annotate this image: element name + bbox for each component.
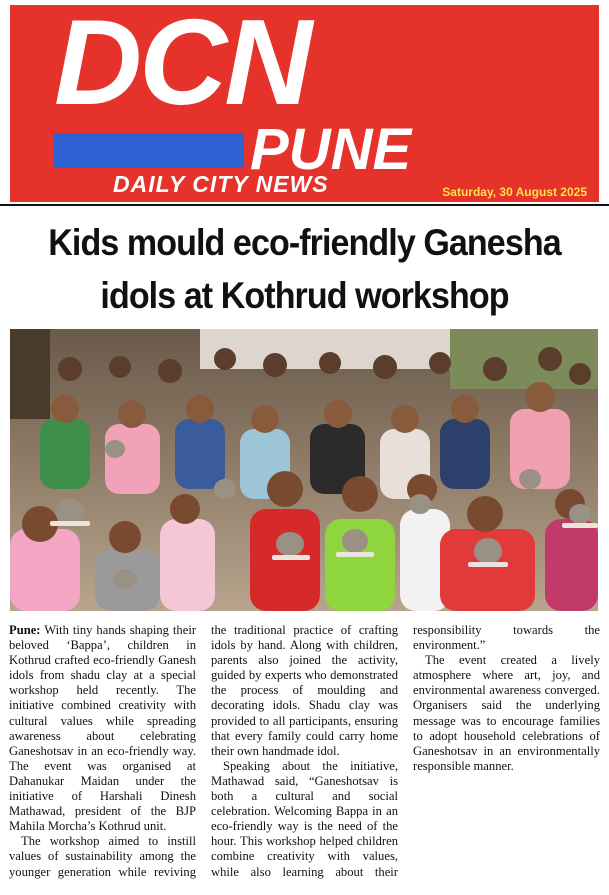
dateline: Pune: [9, 623, 41, 637]
masthead-logo-text: DCN [54, 0, 310, 130]
masthead-city: PUNE [250, 117, 412, 182]
article-paragraph-2: The workshop aimed to instill values of sustainability among the younger generation while reviving the traditional practice of crafting idols by hand. Along with children, parents also joined the activity, guided by experts who demonstrated the process of moulding and decorating idols. Shadu clay was provided to all participants, ensuring that every family could carry home their own handmade idol. [9, 623, 398, 879]
masthead [10, 0, 599, 202]
article-paragraph-4: The event created a lively atmosphere where art, joy, and environmental awareness converged. Organisers said the underlying message was to encourage families to adopt household celebrations of Ganeshotsav in an environmentally responsible manner. [413, 653, 600, 773]
headline [24, 216, 584, 322]
workshop-photo [10, 329, 598, 611]
masthead-accent-bar [54, 133, 244, 168]
article-body [9, 623, 600, 885]
article-paragraph-3: Speaking about the initiative, Mathawad said, “Ganeshotsav is both a cultural and social celebration. Welcoming Bappa in an eco-friendly way is the need of the hour. This workshop helped children combine creativity with values, while also learning about their responsibility towards the environment.” [211, 623, 600, 879]
edition-date: Saturday, 30 August 2025 [442, 185, 587, 199]
headline-line-1: Kids mould eco-friendly Ganesha [48, 222, 561, 263]
paragraph-1-text: With tiny hands shaping their beloved ‘Bappa’, children in Kothrud crafted eco-friendly Ganesh idols from shadu clay at a special workshop held recently. The initiative combined creativity with cultural values while spreading awareness about celebrating Ganeshotsav in an eco-friendly way. The event was organised at Dahanukar Maidan under the initiative of Harshali Dinesh Mathawad, president of the BJP Mahila Morcha’s Kothrud unit. [9, 623, 197, 834]
header-divider [0, 204, 609, 206]
children-with-idols-image [10, 329, 598, 611]
headline-line-2: idols at Kothrud workshop [100, 275, 509, 316]
masthead-tagline: DAILY CITY NEWS [113, 171, 329, 197]
article-paragraph-1 [9, 623, 196, 834]
